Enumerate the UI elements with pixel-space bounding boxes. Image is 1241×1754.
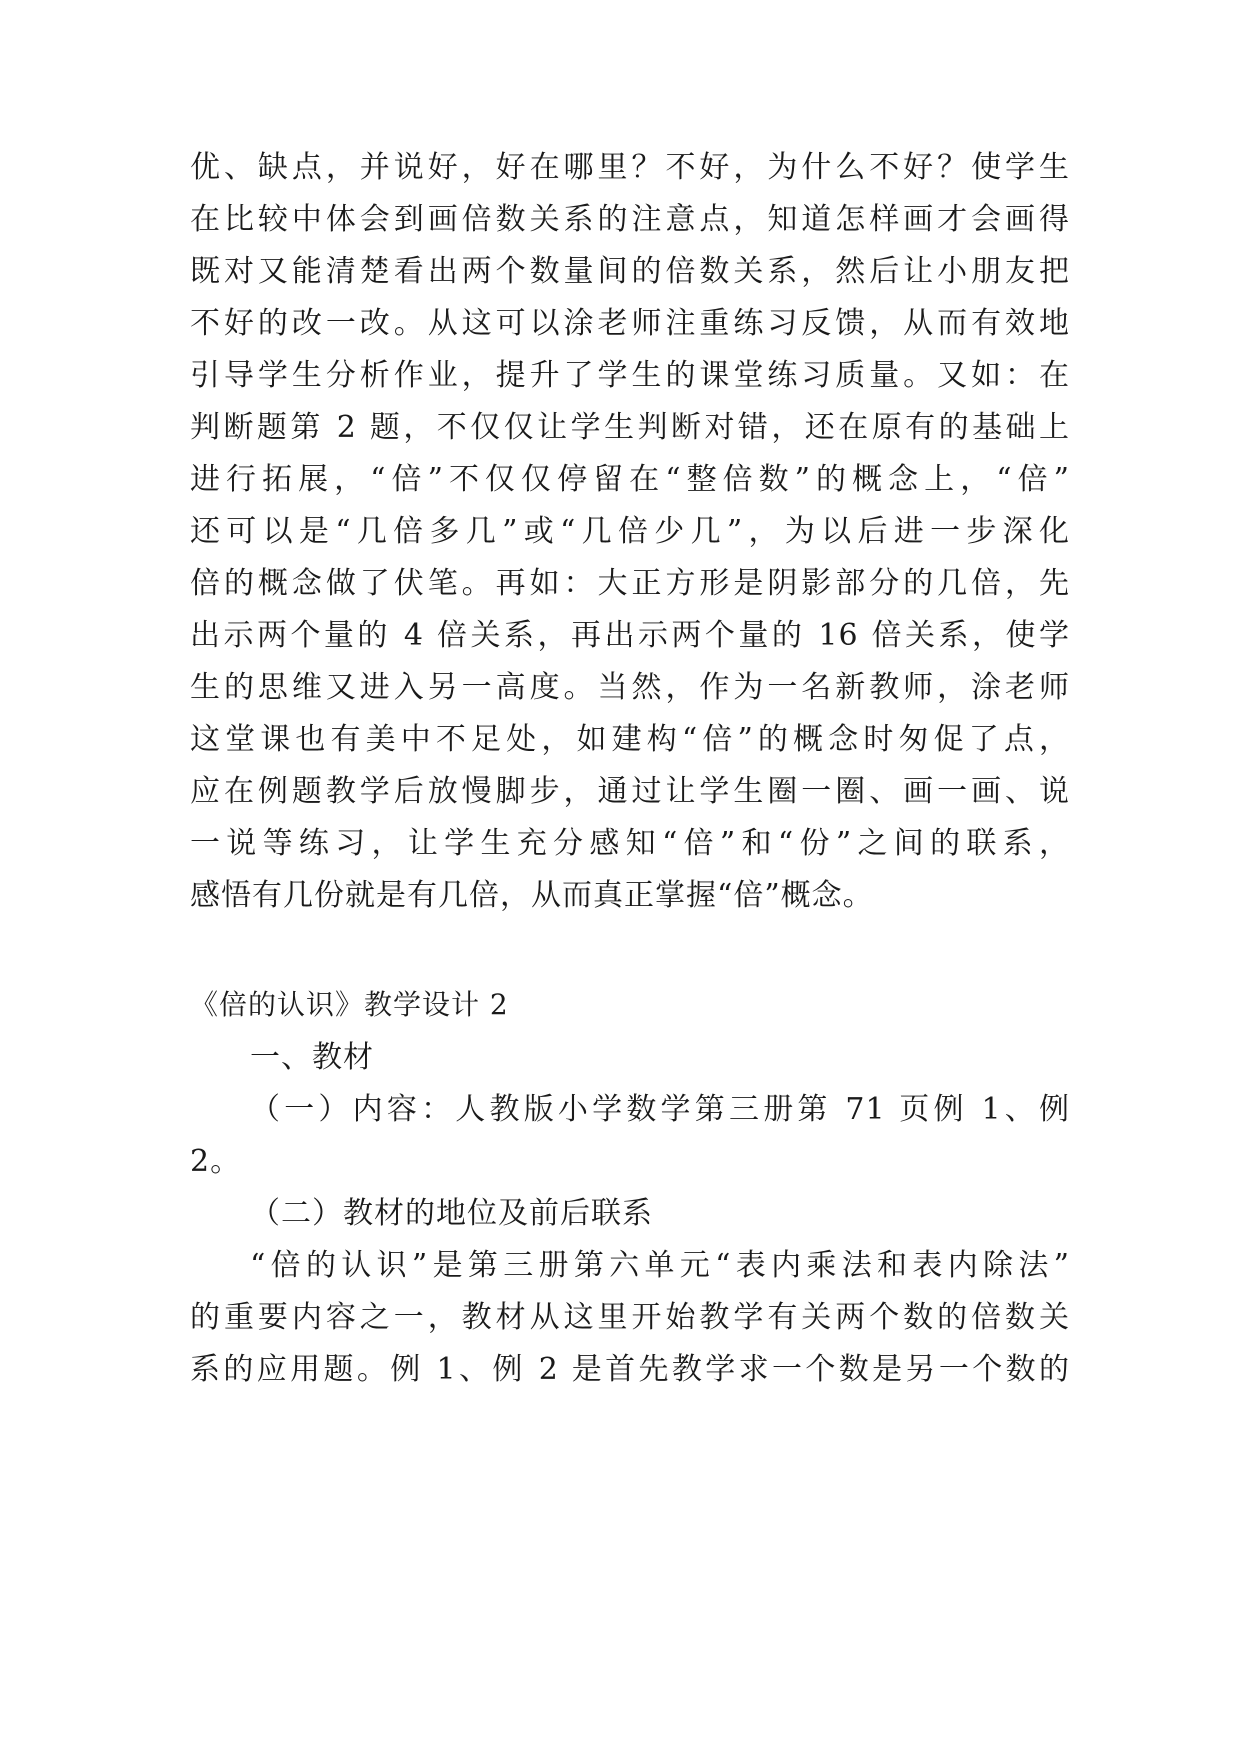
paragraph-line: 一说等练习，让学生充分感知“倍”和“份”之间的联系， xyxy=(190,826,1070,861)
paragraph-line: “倍的认识”是第三册第六单元“表内乘法和表内除法” xyxy=(250,1248,1070,1283)
section-heading: 一、教材 xyxy=(250,1040,374,1075)
paragraph-line: 系的应用题。例 1、例 2 是首先教学求一个数是另一个数的 xyxy=(190,1352,1070,1387)
paragraph-line: 优、缺点，并说好，好在哪里？不好，为什么不好？使学生 xyxy=(190,150,1070,185)
content-line-cont: 2。 xyxy=(190,1144,242,1179)
document-title: 《倍的认识》教学设计 2 xyxy=(190,988,509,1021)
paragraph-line: 还可以是“几倍多几”或“几倍少几”，为以后进一步深化 xyxy=(190,514,1070,549)
paragraph-line: 不好的改一改。从这可以涂老师注重练习反馈，从而有效地 xyxy=(190,306,1070,341)
paragraph-line: 引导学生分析作业，提升了学生的课堂练习质量。又如：在 xyxy=(190,358,1070,393)
paragraph-line: 在比较中体会到画倍数关系的注意点，知道怎样画才会画得 xyxy=(190,202,1070,237)
paragraph-line: 进行拓展，“倍”不仅仅停留在“整倍数”的概念上，“倍” xyxy=(190,462,1070,497)
paragraph-line: 既对又能清楚看出两个数量间的倍数关系，然后让小朋友把 xyxy=(190,254,1070,289)
content-line: （一）内容：人教版小学数学第三册第 71 页例 1、例 xyxy=(250,1092,1070,1127)
paragraph-line: 判断题第 2 题，不仅仅让学生判断对错，还在原有的基础上 xyxy=(190,410,1070,445)
paragraph-line: 出示两个量的 4 倍关系，再出示两个量的 16 倍关系，使学 xyxy=(190,618,1070,653)
subsection-heading: （二）教材的地位及前后联系 xyxy=(250,1196,653,1231)
paragraph-line: 生的思维又进入另一高度。当然，作为一名新教师，涂老师 xyxy=(190,670,1070,705)
paragraph-line-last: 感悟有几份就是有几倍，从而真正掌握“倍”概念。 xyxy=(190,878,874,913)
paragraph-line: 这堂课也有美中不足处，如建构“倍”的概念时匆促了点， xyxy=(190,722,1070,757)
paragraph-line: 倍的概念做了伏笔。再如：大正方形是阴影部分的几倍，先 xyxy=(190,566,1070,601)
paragraph-line: 的重要内容之一，教材从这里开始教学有关两个数的倍数关 xyxy=(190,1300,1070,1335)
paragraph-line: 应在例题教学后放慢脚步，通过让学生圈一圈、画一画、说 xyxy=(190,774,1070,809)
